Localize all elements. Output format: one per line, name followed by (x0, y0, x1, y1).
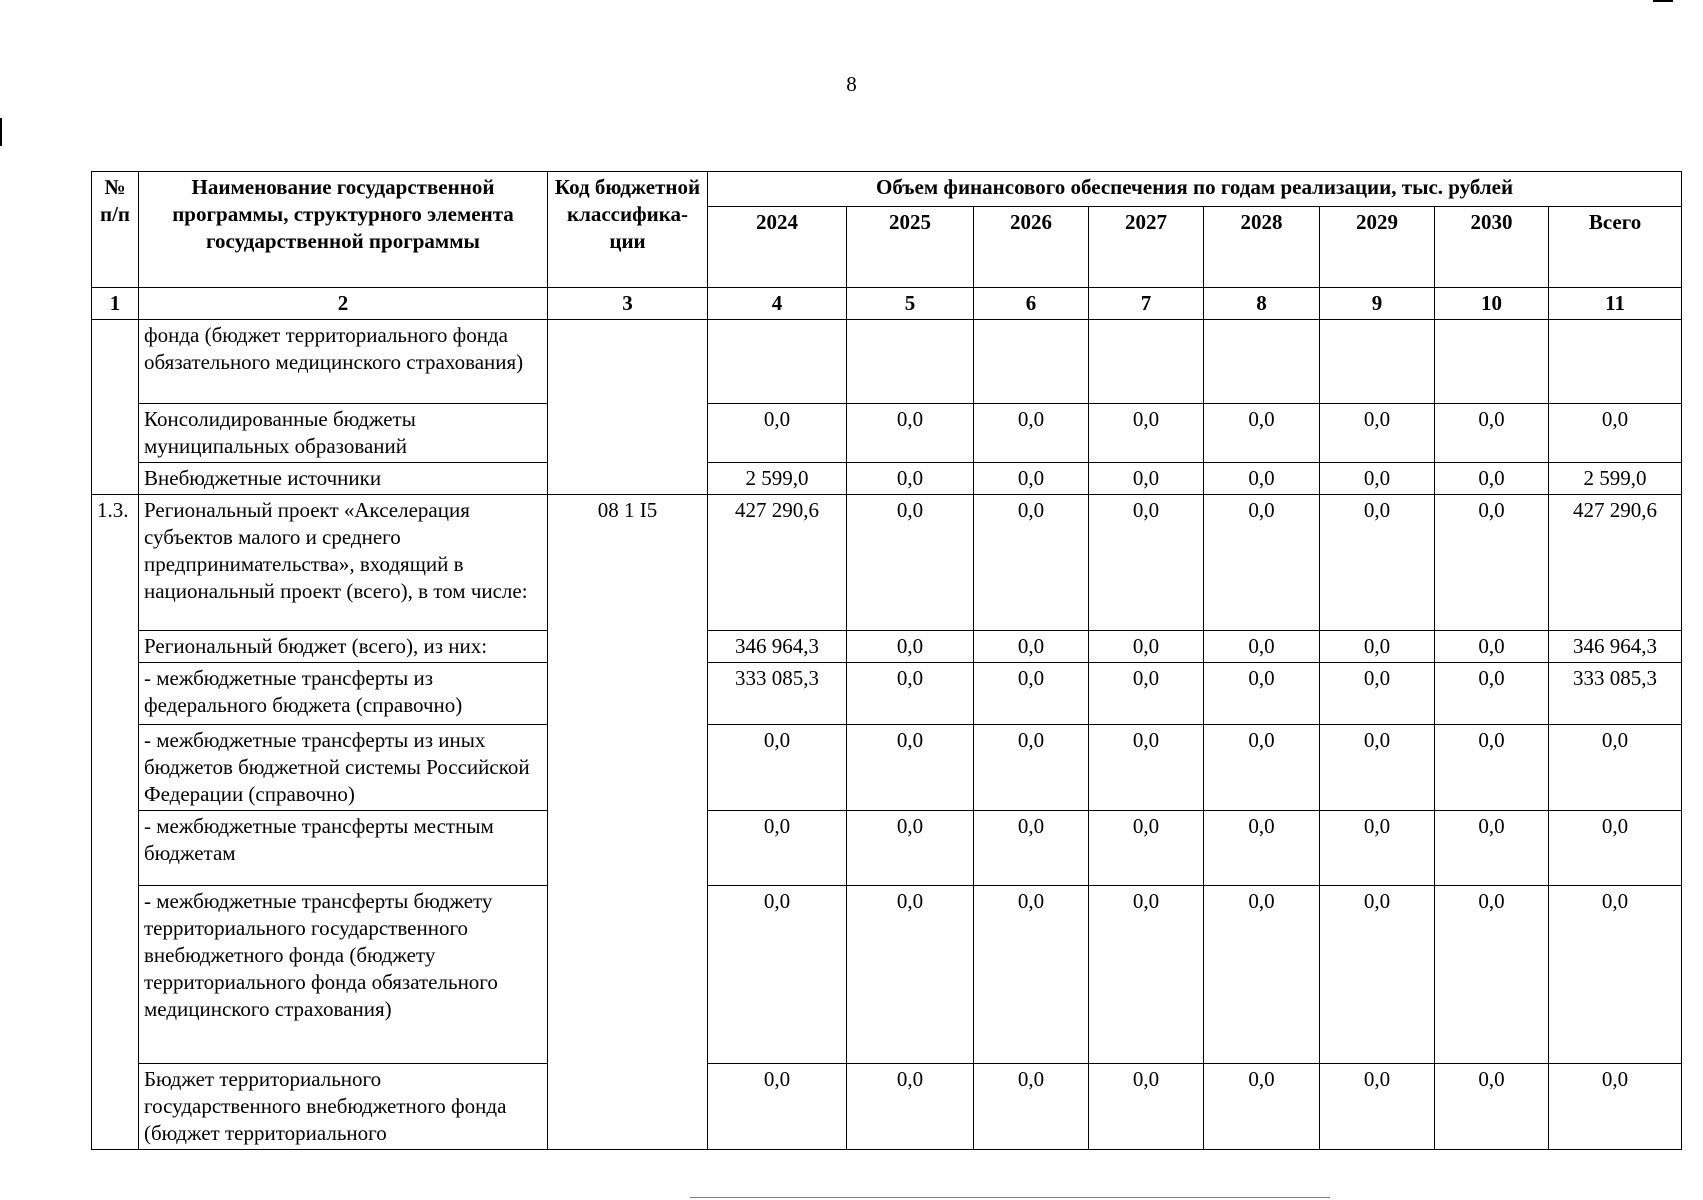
column-number: 7 (1089, 288, 1204, 320)
cell-value (974, 320, 1089, 404)
cell-value: 0,0 (1320, 725, 1435, 811)
cell-value (847, 320, 974, 404)
cell-value: 0,0 (1320, 886, 1435, 1064)
cell-value: 0,0 (1320, 1064, 1435, 1150)
cell-value: 0,0 (847, 463, 974, 495)
column-number: 1 (92, 288, 139, 320)
header-total: Всего (1549, 207, 1682, 288)
cell-value: 0,0 (847, 725, 974, 811)
column-number: 11 (1549, 288, 1682, 320)
row-name: - межбюджетные трансферты из иных бюджетов бюджетной системы Российской Федерации (справочно) (139, 725, 548, 811)
cell-value: 0,0 (1204, 886, 1320, 1064)
cell-value: 0,0 (708, 725, 847, 811)
header-code: Код бюджетной классифика-ции (548, 172, 708, 288)
cell-value: 0,0 (1089, 811, 1204, 886)
cell-value: 0,0 (1549, 725, 1682, 811)
cell-value (1089, 320, 1204, 404)
row-name: Региональный бюджет (всего), из них: (139, 631, 548, 663)
header-year: 2030 (1435, 207, 1549, 288)
header-year: 2025 (847, 207, 974, 288)
table-row (92, 320, 1682, 404)
table-row (92, 725, 1682, 811)
cell-value: 0,0 (708, 1064, 847, 1150)
column-number: 6 (974, 288, 1089, 320)
header-name: Наименование государственной программы, структурного элемента государственной программы (139, 172, 548, 288)
cell-value (1549, 320, 1682, 404)
header-year: 2028 (1204, 207, 1320, 288)
column-number-row (92, 288, 1682, 320)
cell-value: 0,0 (1204, 811, 1320, 886)
table-row (92, 631, 1682, 663)
column-number: 5 (847, 288, 974, 320)
table-row (92, 1064, 1682, 1150)
cell-value: 0,0 (974, 495, 1089, 631)
column-number: 10 (1435, 288, 1549, 320)
cell-value: 0,0 (974, 725, 1089, 811)
row-code: 08 1 I5 (548, 495, 708, 1150)
cell-value: 0,0 (974, 663, 1089, 725)
cell-value: 0,0 (1435, 631, 1549, 663)
cell-value: 0,0 (1089, 404, 1204, 463)
cell-value: 0,0 (1320, 631, 1435, 663)
cell-value: 0,0 (1089, 463, 1204, 495)
cell-value: 0,0 (1435, 811, 1549, 886)
cell-value: 0,0 (1089, 1064, 1204, 1150)
row-name: Консолидированные бюджеты муниципальных образований (139, 404, 548, 463)
cell-value: 0,0 (1089, 886, 1204, 1064)
cell-value: 0,0 (1204, 495, 1320, 631)
cell-value: 0,0 (708, 404, 847, 463)
cell-value: 0,0 (1320, 811, 1435, 886)
table-row (92, 663, 1682, 725)
column-number: 8 (1204, 288, 1320, 320)
column-number: 2 (139, 288, 548, 320)
cell-value: 0,0 (1320, 663, 1435, 725)
row-name: Бюджет территориального государственного внебюджетного фонда (бюджет территориального (139, 1064, 548, 1150)
cell-value: 427 290,6 (1549, 495, 1682, 631)
table-row (92, 886, 1682, 1064)
cell-value (1435, 320, 1549, 404)
cell-value: 0,0 (1435, 495, 1549, 631)
cell-value: 0,0 (1204, 663, 1320, 725)
column-number: 3 (548, 288, 708, 320)
cell-value: 0,0 (974, 463, 1089, 495)
row-name: Внебюджетные источники (139, 463, 548, 495)
cell-value: 0,0 (708, 811, 847, 886)
cell-value: 0,0 (1204, 1064, 1320, 1150)
cell-value: 0,0 (847, 404, 974, 463)
cell-value: 0,0 (974, 631, 1089, 663)
table-row (92, 463, 1682, 495)
cell-value: 0,0 (1204, 463, 1320, 495)
cell-value: 0,0 (847, 886, 974, 1064)
row-name: - межбюджетные трансферты из федерального бюджета (справочно) (139, 663, 548, 725)
table-row (92, 811, 1682, 886)
cell-value: 0,0 (1435, 663, 1549, 725)
cell-value: 0,0 (1089, 495, 1204, 631)
cell-value: 0,0 (708, 886, 847, 1064)
cell-value: 0,0 (1435, 404, 1549, 463)
cell-value: 0,0 (974, 811, 1089, 886)
cell-value: 0,0 (847, 811, 974, 886)
cell-value: 0,0 (1549, 886, 1682, 1064)
cell-value: 0,0 (1435, 463, 1549, 495)
cell-value: 346 964,3 (708, 631, 847, 663)
cell-value: 0,0 (1435, 1064, 1549, 1150)
cell-value: 0,0 (847, 631, 974, 663)
cell-value: 333 085,3 (708, 663, 847, 725)
cell-value: 0,0 (1320, 404, 1435, 463)
cell-value: 0,0 (847, 663, 974, 725)
cell-value (1320, 320, 1435, 404)
cell-value: 0,0 (1549, 811, 1682, 886)
row-number: 1.3. (92, 495, 139, 1150)
cell-value: 0,0 (1549, 1064, 1682, 1150)
cell-value: 0,0 (974, 886, 1089, 1064)
scan-mark (0, 118, 2, 146)
header-year: 2027 (1089, 207, 1204, 288)
cell-value: 0,0 (1435, 886, 1549, 1064)
cell-value: 0,0 (847, 495, 974, 631)
scan-line (690, 1197, 1330, 1198)
scan-mark (1653, 0, 1673, 2)
cell-value: 0,0 (1089, 663, 1204, 725)
budget-table (91, 171, 1682, 1150)
cell-value: 346 964,3 (1549, 631, 1682, 663)
table-row (92, 495, 1682, 631)
row-name: - межбюджетные трансферты местным бюджетам (139, 811, 548, 886)
cell-value: 0,0 (1204, 631, 1320, 663)
cell-value (708, 320, 847, 404)
column-number: 9 (1320, 288, 1435, 320)
cell-value: 0,0 (1089, 631, 1204, 663)
cell-value: 0,0 (974, 404, 1089, 463)
cell-value: 0,0 (1089, 725, 1204, 811)
header-no: № п/п (92, 172, 139, 288)
row-number (92, 320, 139, 495)
row-name: Региональный проект «Акселерация субъектов малого и среднего предпринимательства», входящий в национальный проект (всего), в том числе: (139, 495, 548, 631)
header-year: 2026 (974, 207, 1089, 288)
cell-value: 0,0 (1549, 404, 1682, 463)
cell-value: 0,0 (1320, 463, 1435, 495)
cell-value: 0,0 (1204, 725, 1320, 811)
cell-value: 427 290,6 (708, 495, 847, 631)
table-row (92, 404, 1682, 463)
cell-value: 0,0 (974, 1064, 1089, 1150)
header-finance: Объем финансового обеспечения по годам реализации, тыс. рублей (708, 172, 1682, 207)
header-row-1 (92, 172, 1682, 207)
header-year: 2024 (708, 207, 847, 288)
cell-value: 2 599,0 (708, 463, 847, 495)
cell-value: 0,0 (1435, 725, 1549, 811)
row-name: фонда (бюджет территориального фонда обязательного медицинского страхования) (139, 320, 548, 404)
page-number: 8 (846, 72, 857, 96)
cell-value (1204, 320, 1320, 404)
column-number: 4 (708, 288, 847, 320)
cell-value: 0,0 (1320, 495, 1435, 631)
cell-value: 333 085,3 (1549, 663, 1682, 725)
cell-value: 0,0 (1204, 404, 1320, 463)
row-name: - межбюджетные трансферты бюджету территориального государственного внебюджетного фонда (бюджету территориального фонда обязательного медицинского страхования) (139, 886, 548, 1064)
header-year: 2029 (1320, 207, 1435, 288)
cell-value: 2 599,0 (1549, 463, 1682, 495)
cell-value: 0,0 (847, 1064, 974, 1150)
row-code (548, 320, 708, 495)
